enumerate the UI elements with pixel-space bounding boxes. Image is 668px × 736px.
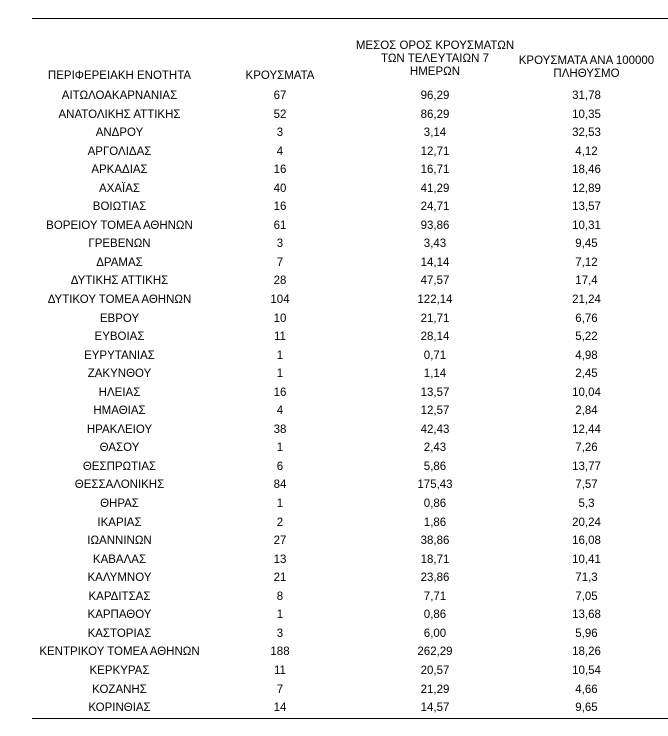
cell-per-100000: 9,45 [575, 238, 598, 251]
table-row [0, 458, 668, 477]
cell-per-100000: 4,12 [575, 145, 598, 158]
cell-avg: 41,29 [420, 182, 450, 195]
header-cases [225, 70, 335, 83]
cell-per-100000: 10,41 [572, 553, 601, 566]
cell-region: ΓΡΕΒΕΝΩΝ [88, 238, 151, 251]
table-row [0, 421, 668, 440]
table-row [0, 476, 668, 495]
cell-region: ΚΑΒΑΛΑΣ [92, 553, 147, 566]
cell-cases: 7 [276, 256, 284, 269]
cell-region: ΑΡΓΟΛΙΔΑΣ [87, 145, 152, 158]
cell-cases: 14 [273, 702, 287, 715]
cell-avg: 12,57 [420, 405, 450, 418]
table-row [0, 384, 668, 403]
cell-per-100000: 7,05 [575, 590, 598, 603]
table-row [0, 532, 668, 551]
cell-cases: 2 [276, 516, 284, 529]
cell-region: ΕΒΡΟΥ [99, 312, 140, 325]
table-row [0, 272, 668, 291]
table-row [0, 625, 668, 644]
cell-cases: 16 [273, 201, 287, 214]
cell-avg: 24,71 [420, 201, 450, 214]
cell-per-100000: 10,04 [572, 386, 601, 399]
table-row [0, 310, 668, 329]
table-row [0, 124, 668, 143]
cell-region: ΙΩΑΝΝΙΝΩΝ [87, 535, 152, 548]
cell-per-100000: 71,3 [575, 572, 598, 585]
cell-per-100000: 21,24 [572, 294, 601, 307]
cell-region: ΚΟΖΑΝΗΣ [92, 683, 147, 696]
cell-region: ΒΟΙΩΤΙΑΣ [92, 201, 147, 214]
cell-cases: 67 [273, 90, 287, 102]
cell-cases: 38 [273, 423, 287, 436]
table-row [0, 606, 668, 625]
table-bottom-rule [32, 718, 668, 719]
table-row [0, 87, 668, 106]
cell-region: ΒΟΡΕΙΟΥ ΤΟΜΕΑ ΑΘΗΝΩΝ [46, 219, 193, 232]
cell-per-100000: 13,68 [572, 609, 601, 622]
cell-cases: 16 [273, 164, 287, 177]
header-per-line-2: ΠΛΗΘΥΣΜΟ [553, 68, 620, 80]
table-row [0, 291, 668, 310]
cell-cases: 104 [270, 294, 290, 307]
cell-avg: 28,14 [420, 331, 450, 344]
table-row [0, 347, 668, 366]
header-cases-label: ΚΡΟΥΣΜΑΤΑ [245, 70, 315, 82]
cell-region: ΑΧΑΪΑΣ [99, 182, 140, 195]
cell-avg: 3,43 [423, 238, 447, 251]
header-region-label: ΠΕΡΙΦΕΡΕΙΑΚΗ ΕΝΟΤΗΤΑ [47, 70, 192, 82]
cell-per-100000: 12,44 [572, 423, 601, 436]
cell-avg: 1,86 [423, 516, 447, 529]
table-row [0, 254, 668, 273]
cell-avg: 18,71 [420, 553, 450, 566]
cell-avg: 2,43 [423, 442, 447, 455]
table-row [0, 402, 668, 421]
cell-cases: 1 [276, 442, 284, 455]
cell-region: ΑΙΤΩΛΟΑΚΑΡΝΑΝΙΑΣ [61, 90, 178, 102]
cell-cases: 21 [273, 572, 287, 585]
table-top-rule [32, 18, 668, 19]
cell-per-100000: 5,96 [575, 627, 598, 640]
cell-per-100000: 18,46 [572, 164, 601, 177]
table-row [0, 106, 668, 125]
cell-avg: 175,43 [417, 479, 453, 492]
cell-avg: 1,14 [423, 368, 447, 381]
cell-per-100000: 10,35 [572, 108, 601, 121]
table-row [0, 514, 668, 533]
cell-cases: 3 [276, 127, 284, 140]
cell-avg: 5,86 [423, 460, 447, 473]
cell-cases: 27 [273, 535, 287, 548]
cell-cases: 1 [276, 349, 284, 362]
cell-avg: 96,29 [420, 90, 450, 102]
table-row [0, 699, 668, 718]
cell-avg: 7,71 [423, 590, 447, 603]
table-row [0, 588, 668, 607]
cell-cases: 28 [273, 275, 287, 288]
cell-per-100000: 7,57 [575, 479, 598, 492]
table-row [0, 569, 668, 588]
cell-cases: 4 [276, 405, 284, 418]
table-row [0, 439, 668, 458]
table-row [0, 143, 668, 162]
cell-cases: 10 [273, 312, 287, 325]
table-row [0, 551, 668, 570]
cell-cases: 11 [274, 664, 286, 677]
cell-region: ΑΝΔΡΟΥ [95, 127, 144, 140]
cell-region: ΔΡΑΜΑΣ [96, 256, 143, 269]
table-row [0, 662, 668, 681]
cell-per-100000: 17,4 [575, 275, 598, 288]
cell-cases: 3 [276, 238, 284, 251]
cell-region: ΚΑΣΤΟΡΙΑΣ [87, 627, 152, 640]
cell-per-100000: 2,84 [575, 405, 598, 418]
cell-region: ΘΗΡΑΣ [100, 498, 139, 511]
cell-per-100000: 31,78 [572, 90, 601, 102]
table-row [0, 495, 668, 514]
table-row [0, 365, 668, 384]
cell-avg: 21,71 [420, 312, 450, 325]
header-avg-7-days [350, 40, 520, 79]
table-body [0, 87, 668, 718]
cell-region: ΘΕΣΣΑΛΟΝΙΚΗΣ [74, 479, 165, 492]
table-row [0, 180, 668, 199]
table-row [0, 235, 668, 254]
cell-cases: 3 [276, 627, 284, 640]
cell-avg: 6,00 [423, 627, 447, 640]
cell-region: ΕΥΡΥΤΑΝΙΑΣ [84, 349, 155, 362]
cell-cases: 188 [270, 646, 290, 659]
cell-avg: 0,86 [423, 609, 447, 622]
cell-region: ΑΡΚΑΔΙΑΣ [91, 164, 148, 177]
cell-per-100000: 4,66 [575, 683, 598, 696]
cell-region: ΑΝΑΤΟΛΙΚΗΣ ΑΤΤΙΚΗΣ [58, 108, 181, 121]
cell-region: ΗΛΕΙΑΣ [98, 386, 141, 399]
cell-cases: 6 [276, 460, 284, 473]
cell-per-100000: 10,31 [572, 219, 601, 232]
cell-cases: 52 [273, 108, 287, 121]
cell-cases: 84 [273, 479, 287, 492]
cell-region: ΖΑΚΥΝΘΟΥ [87, 368, 152, 381]
cell-region: ΕΥΒΟΙΑΣ [94, 331, 145, 344]
cell-avg: 13,57 [420, 386, 450, 399]
cell-per-100000: 9,65 [575, 702, 598, 715]
cell-per-100000: 6,76 [575, 312, 598, 325]
cell-avg: 20,57 [420, 664, 450, 677]
cell-per-100000: 13,77 [572, 460, 601, 473]
cell-avg: 93,86 [420, 219, 450, 232]
cell-per-100000: 16,08 [572, 535, 601, 548]
cell-region: ΚΟΡΙΝΘΙΑΣ [88, 702, 151, 715]
cell-per-100000: 18,26 [572, 646, 601, 659]
cell-cases: 1 [276, 368, 284, 381]
cell-region: ΚΑΡΔΙΤΣΑΣ [88, 590, 151, 603]
cell-cases: 16 [273, 386, 287, 399]
cell-avg: 47,57 [420, 275, 450, 288]
cell-region: ΚΑΡΠΑΘΟΥ [87, 609, 152, 622]
cell-region: ΚΑΛΥΜΝΟΥ [87, 572, 152, 585]
header-region [32, 70, 207, 83]
cell-cases: 61 [273, 219, 287, 232]
cell-region: ΙΚΑΡΙΑΣ [97, 516, 142, 529]
cell-per-100000: 13,57 [572, 201, 601, 214]
cell-avg: 122,14 [417, 294, 453, 307]
cell-per-100000: 32,53 [572, 127, 601, 140]
cell-per-100000: 7,26 [575, 442, 598, 455]
cell-region: ΘΕΣΠΡΩΤΙΑΣ [82, 460, 157, 473]
cell-avg: 3,14 [423, 127, 447, 140]
cell-per-100000: 20,24 [572, 516, 601, 529]
table-row [0, 328, 668, 347]
table-row [0, 643, 668, 662]
cell-avg: 14,14 [420, 256, 450, 269]
cell-region: ΚΕΡΚΥΡΑΣ [89, 664, 150, 677]
cell-cases: 1 [276, 609, 284, 622]
table-row [0, 681, 668, 700]
cell-per-100000: 10,54 [572, 664, 601, 677]
cell-avg: 21,29 [420, 683, 450, 696]
cell-cases: 8 [276, 590, 284, 603]
cell-avg: 0,71 [423, 349, 447, 362]
table-row [0, 217, 668, 236]
cell-region: ΘΑΣΟΥ [99, 442, 140, 455]
cell-cases: 7 [276, 683, 284, 696]
header-per-100000 [505, 55, 668, 81]
cell-avg: 42,43 [420, 423, 450, 436]
cell-per-100000: 5,3 [578, 498, 595, 511]
header-avg-line-3: ΗΜΕΡΩΝ [409, 66, 461, 78]
cell-cases: 40 [273, 182, 287, 195]
cell-per-100000: 12,89 [572, 182, 601, 195]
cell-cases: 11 [274, 331, 286, 344]
cell-per-100000: 5,22 [575, 331, 598, 344]
cell-avg: 23,86 [420, 572, 450, 585]
cell-avg: 86,29 [420, 108, 450, 121]
cell-cases: 1 [276, 498, 284, 511]
header-avg-line-1: ΜΕΣΟΣ ΟΡΟΣ ΚΡΟΥΣΜΑΤΩΝ [355, 40, 515, 52]
header-per-line-1: ΚΡΟΥΣΜΑΤΑ ΑΝΑ 100000 [518, 55, 655, 67]
cell-region: ΗΜΑΘΙΑΣ [93, 405, 146, 418]
cell-avg: 12,71 [420, 145, 450, 158]
cell-cases: 4 [276, 145, 284, 158]
cell-avg: 0,86 [423, 498, 447, 511]
cell-per-100000: 2,45 [575, 368, 598, 381]
cell-avg: 38,86 [420, 535, 450, 548]
cell-avg: 262,29 [417, 646, 453, 659]
cell-avg: 14,57 [420, 702, 450, 715]
cell-per-100000: 7,12 [575, 256, 598, 269]
cell-per-100000: 4,98 [575, 349, 598, 362]
table-row [0, 161, 668, 180]
cell-region: ΔΥΤΙΚΗΣ ΑΤΤΙΚΗΣ [70, 275, 169, 288]
header-avg-line-2: ΤΩΝ ΤΕΛΕΥΤΑΙΩΝ 7 [381, 53, 489, 65]
cell-region: ΗΡΑΚΛΕΙΟΥ [86, 423, 153, 436]
cell-cases: 13 [273, 553, 287, 566]
cell-avg: 16,71 [420, 164, 450, 177]
cell-region: ΚΕΝΤΡΙΚΟΥ ΤΟΜΕΑ ΑΘΗΝΩΝ [39, 646, 200, 659]
cell-region: ΔΥΤΙΚΟΥ ΤΟΜΕΑ ΑΘΗΝΩΝ [47, 294, 192, 307]
table-row [0, 198, 668, 217]
